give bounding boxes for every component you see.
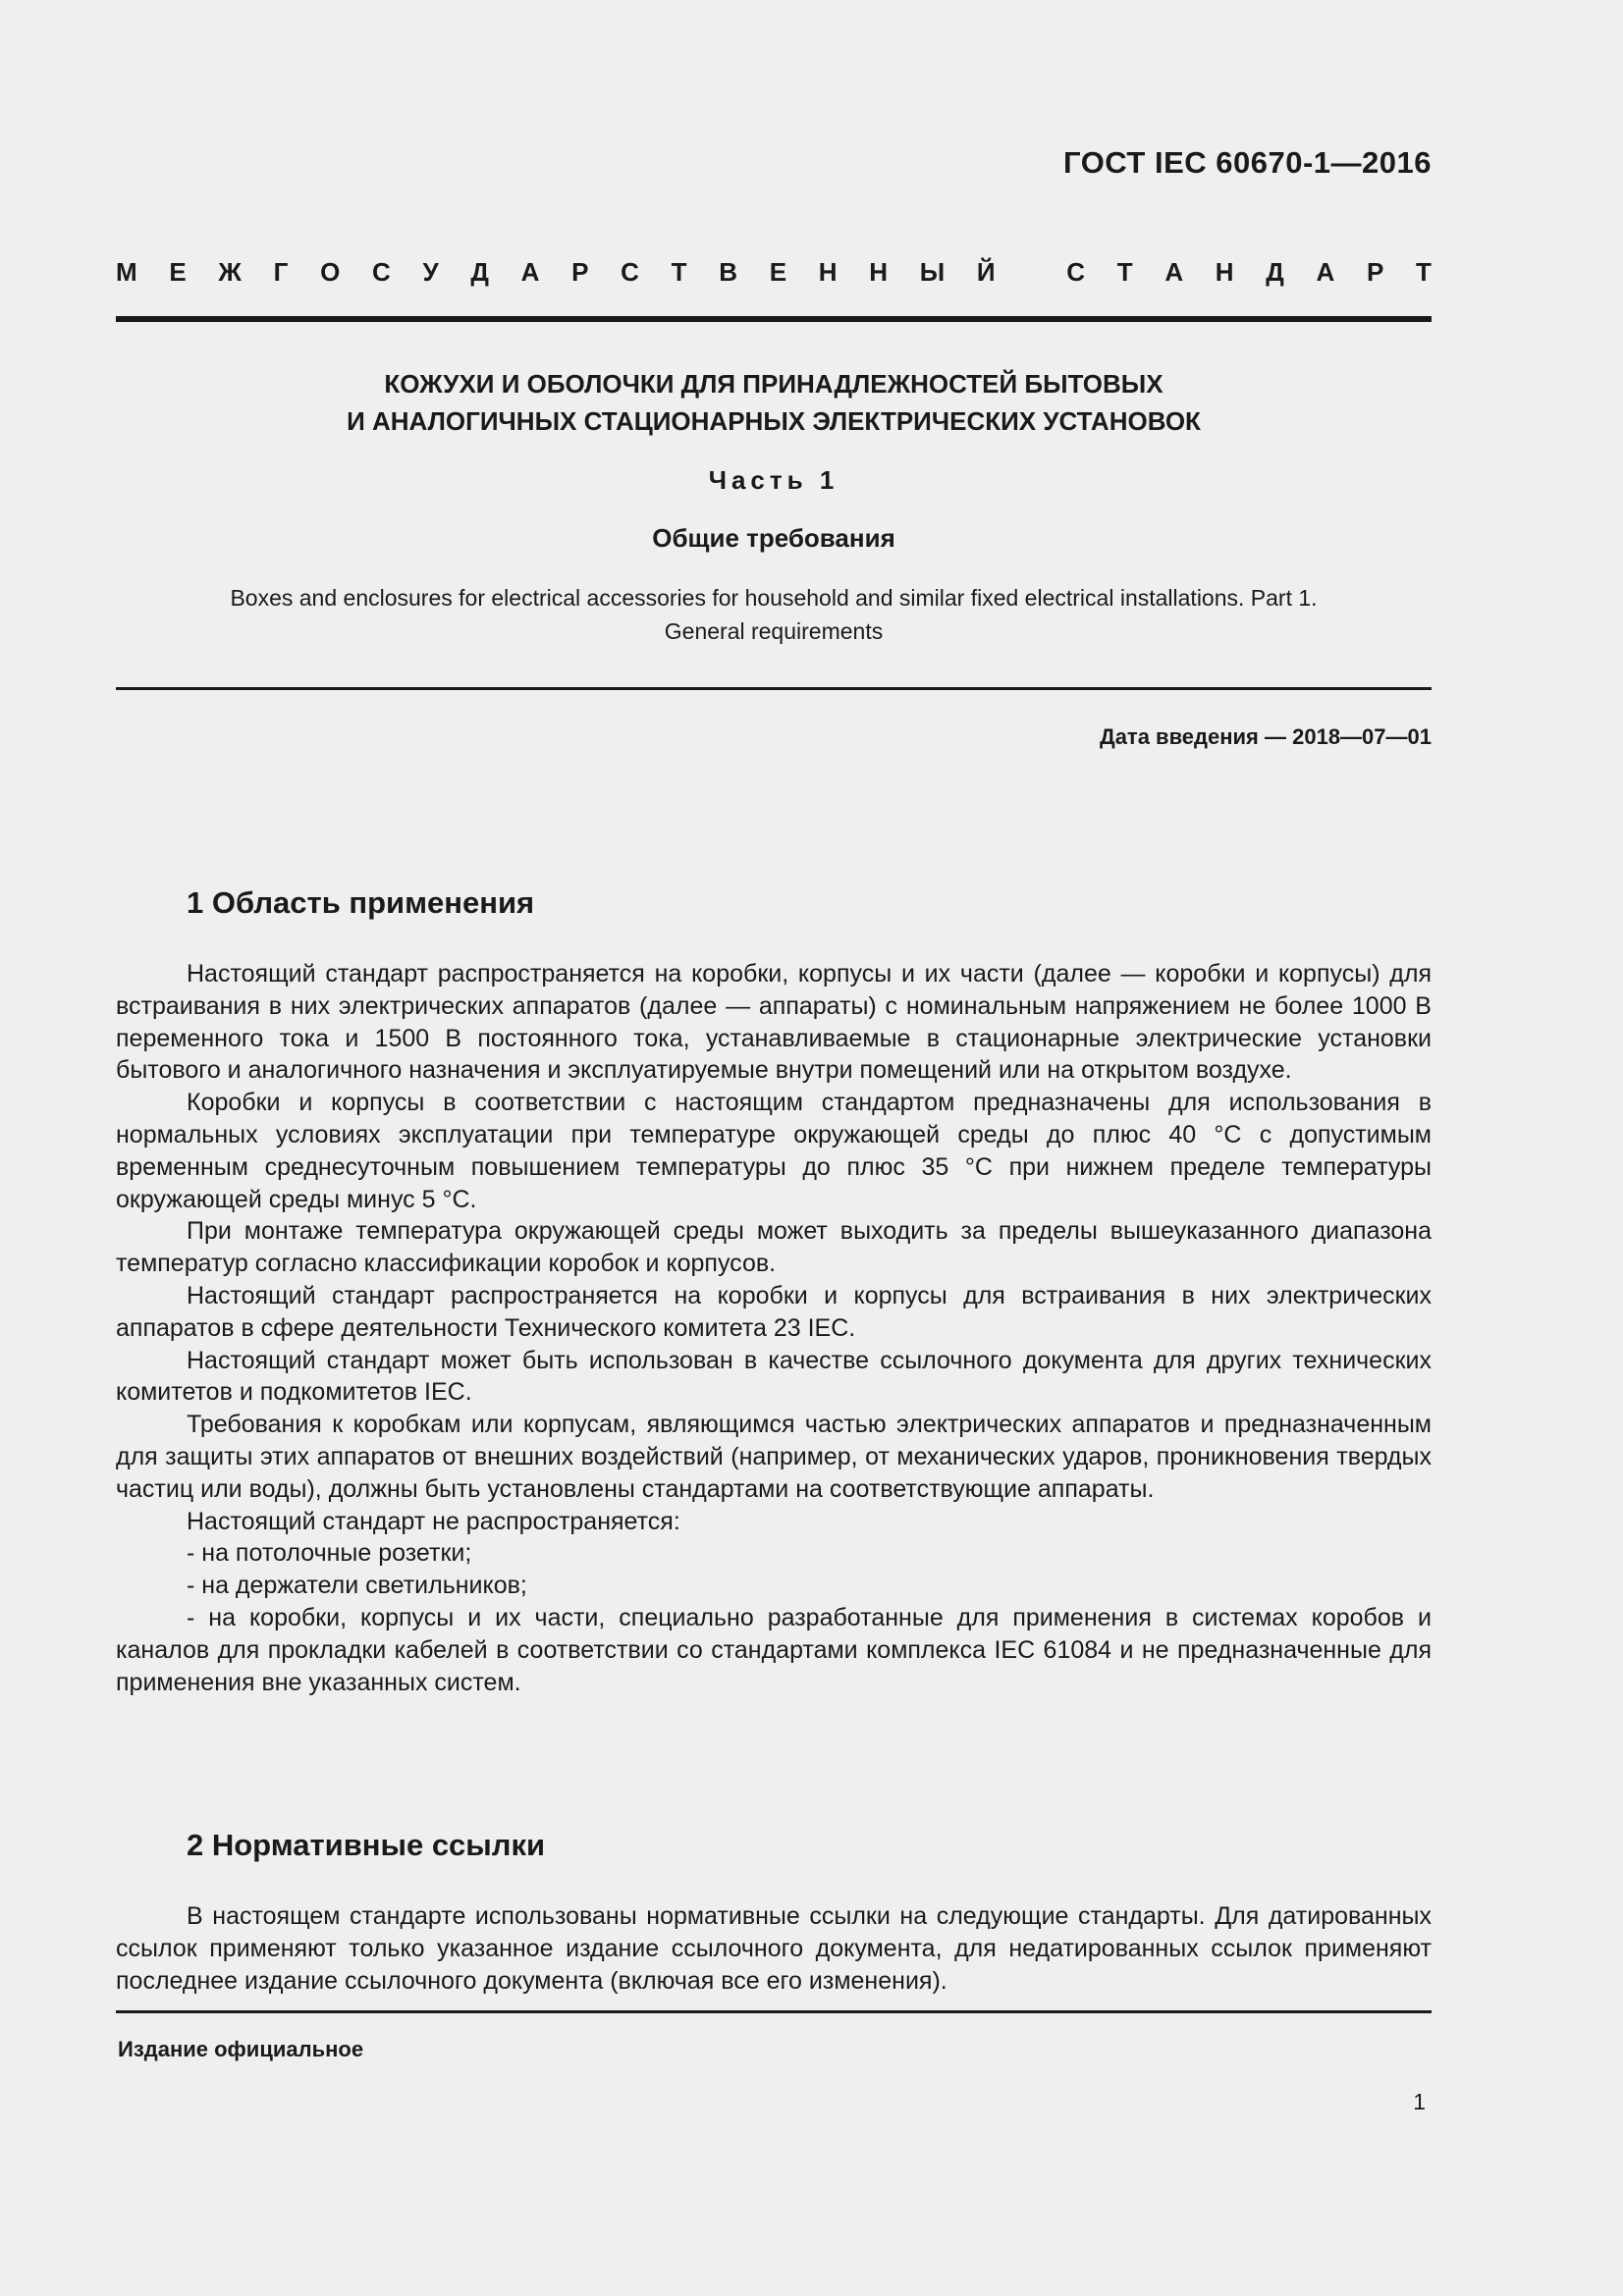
banner-letter: Т <box>1416 257 1432 287</box>
paragraph: - на потолочные розетки; <box>187 1539 472 1568</box>
banner-letter: Н <box>1215 257 1234 287</box>
section-1-heading: 1 Область применения <box>187 885 535 920</box>
banner-letter: В <box>719 257 738 287</box>
standard-number: ГОСТ IEC 60670-1—2016 <box>1063 145 1432 180</box>
part-label: Часть 1 <box>708 465 839 495</box>
banner-letter: Е <box>769 257 787 287</box>
banner-letter: У <box>422 257 439 287</box>
title-block <box>116 365 1432 648</box>
header-rule <box>116 316 1432 322</box>
paragraph: Требования к коробкам или корпусам, являющимся частью электрических аппаратов и предназначенным для защиты этих аппаратов от внешних воздействий (например, от механических ударов, проникновения твердых частиц или воды), должны быть установлены стандартами на соответствующие аппараты. <box>116 1411 1432 1503</box>
banner-letter: Н <box>869 257 889 287</box>
title-line-2: И АНАЛОГИЧНЫХ СТАЦИОНАРНЫХ ЭЛЕКТРИЧЕСКИХ УСТАНОВОК <box>347 406 1201 436</box>
banner-letter: С <box>621 257 639 287</box>
banner-letter: Ж <box>218 257 242 287</box>
banner-letter: Е <box>169 257 187 287</box>
paragraph: - на держатели светильников; <box>187 1572 527 1600</box>
document-page <box>116 0 1432 2296</box>
banner-letter: С <box>372 257 391 287</box>
banner-letter: С <box>1066 257 1086 287</box>
banner-letter: Р <box>571 257 589 287</box>
paragraph: При монтаже температура окружающей среды может выходить за пределы вышеуказанного диапазона температур согласно классификации коробок и корпусов. <box>116 1217 1432 1278</box>
paragraph: В настоящем стандарте использованы нормативные ссылки на следующие стандарты. Для датированных ссылок применяют только указанное издание ссылочного документа, для недатированных ссылок применяют последнее издание ссылочного документа (включая все его изменения). <box>116 1902 1432 1995</box>
banner-letter: Т <box>1116 257 1133 287</box>
banner-letter: А <box>1164 257 1184 287</box>
edition-label: Издание официальное <box>118 2037 364 2061</box>
title-line-1: КОЖУХИ И ОБОЛОЧКИ ДЛЯ ПРИНАДЛЕЖНОСТЕЙ БЫТОВЫХ <box>384 369 1163 399</box>
banner-letter: А <box>1316 257 1335 287</box>
banner-letter: Й <box>976 257 996 287</box>
banner-letter: О <box>320 257 341 287</box>
subtitle: Общие требования <box>652 523 895 553</box>
introduction-date: Дата введения — 2018—07—01 <box>1100 724 1432 749</box>
banner-letter: М <box>116 257 137 287</box>
page-number: 1 <box>1413 2089 1426 2114</box>
section-1-body <box>116 958 1432 1698</box>
section-2-body <box>116 1900 1432 1997</box>
banner-letter: Г <box>273 257 289 287</box>
paragraph: Настоящий стандарт не распространяется: <box>187 1507 680 1535</box>
paragraph: Коробки и корпусы в соответствии с настоящим стандартом предназначены для использования в нормальных условиях эксплуатации при температуре окружающей среды до плюс 40 °С с допустимым временным среднесуточным повышением температуры до плюс 35 °С при нижнем пределе температуры окружающей среды минус 5 °С. <box>116 1089 1432 1213</box>
banner-letter: Д <box>470 257 489 287</box>
title-rule <box>116 687 1432 690</box>
english-title <box>116 581 1432 648</box>
standard-type-banner <box>116 257 1432 288</box>
paragraph: Настоящий стандарт может быть использован в качестве ссылочного документа для других технических комитетов и подкомитетов IEC. <box>116 1346 1432 1407</box>
paragraph: - на коробки, корпусы и их части, специально разработанные для применения в системах коробов и каналов для прокладки кабелей в соответствии со стандартами комплекса IEC 61084 и не предназначенные для применения вне указанных систем. <box>116 1603 1432 1696</box>
paragraph: Настоящий стандарт распространяется на коробки и корпусы для встраивания в них электрических аппаратов в сфере деятельности Технического комитета 23 IEC. <box>116 1281 1432 1342</box>
banner-letter: Н <box>818 257 838 287</box>
english-title-line-1: Boxes and enclosures for electrical accessories for household and similar fixed electrical installations. Part 1. <box>230 585 1318 611</box>
banner-word-gap <box>1027 257 1034 288</box>
banner-letter: Ы <box>919 257 946 287</box>
footer-rule <box>116 2010 1432 2013</box>
paragraph: Настоящий стандарт распространяется на коробки, корпусы и их части (далее — коробки и корпусы) для встраивания в них электрических аппаратов (далее — аппараты) с номинальным напряжением не более 1000 В переменного тока и 1500 В постоянного тока, устанавливаемые в стационарные электрические установки бытового и аналогичного назначения и эксплуатируемые внутри помещений или на открытом воздухе. <box>116 960 1432 1085</box>
banner-letter: Т <box>671 257 687 287</box>
english-title-line-2: General requirements <box>664 618 884 644</box>
section-2-heading: 2 Нормативные ссылки <box>187 1828 546 1862</box>
banner-letter: Р <box>1367 257 1384 287</box>
banner-letter: А <box>520 257 540 287</box>
banner-letter: Д <box>1266 257 1284 287</box>
